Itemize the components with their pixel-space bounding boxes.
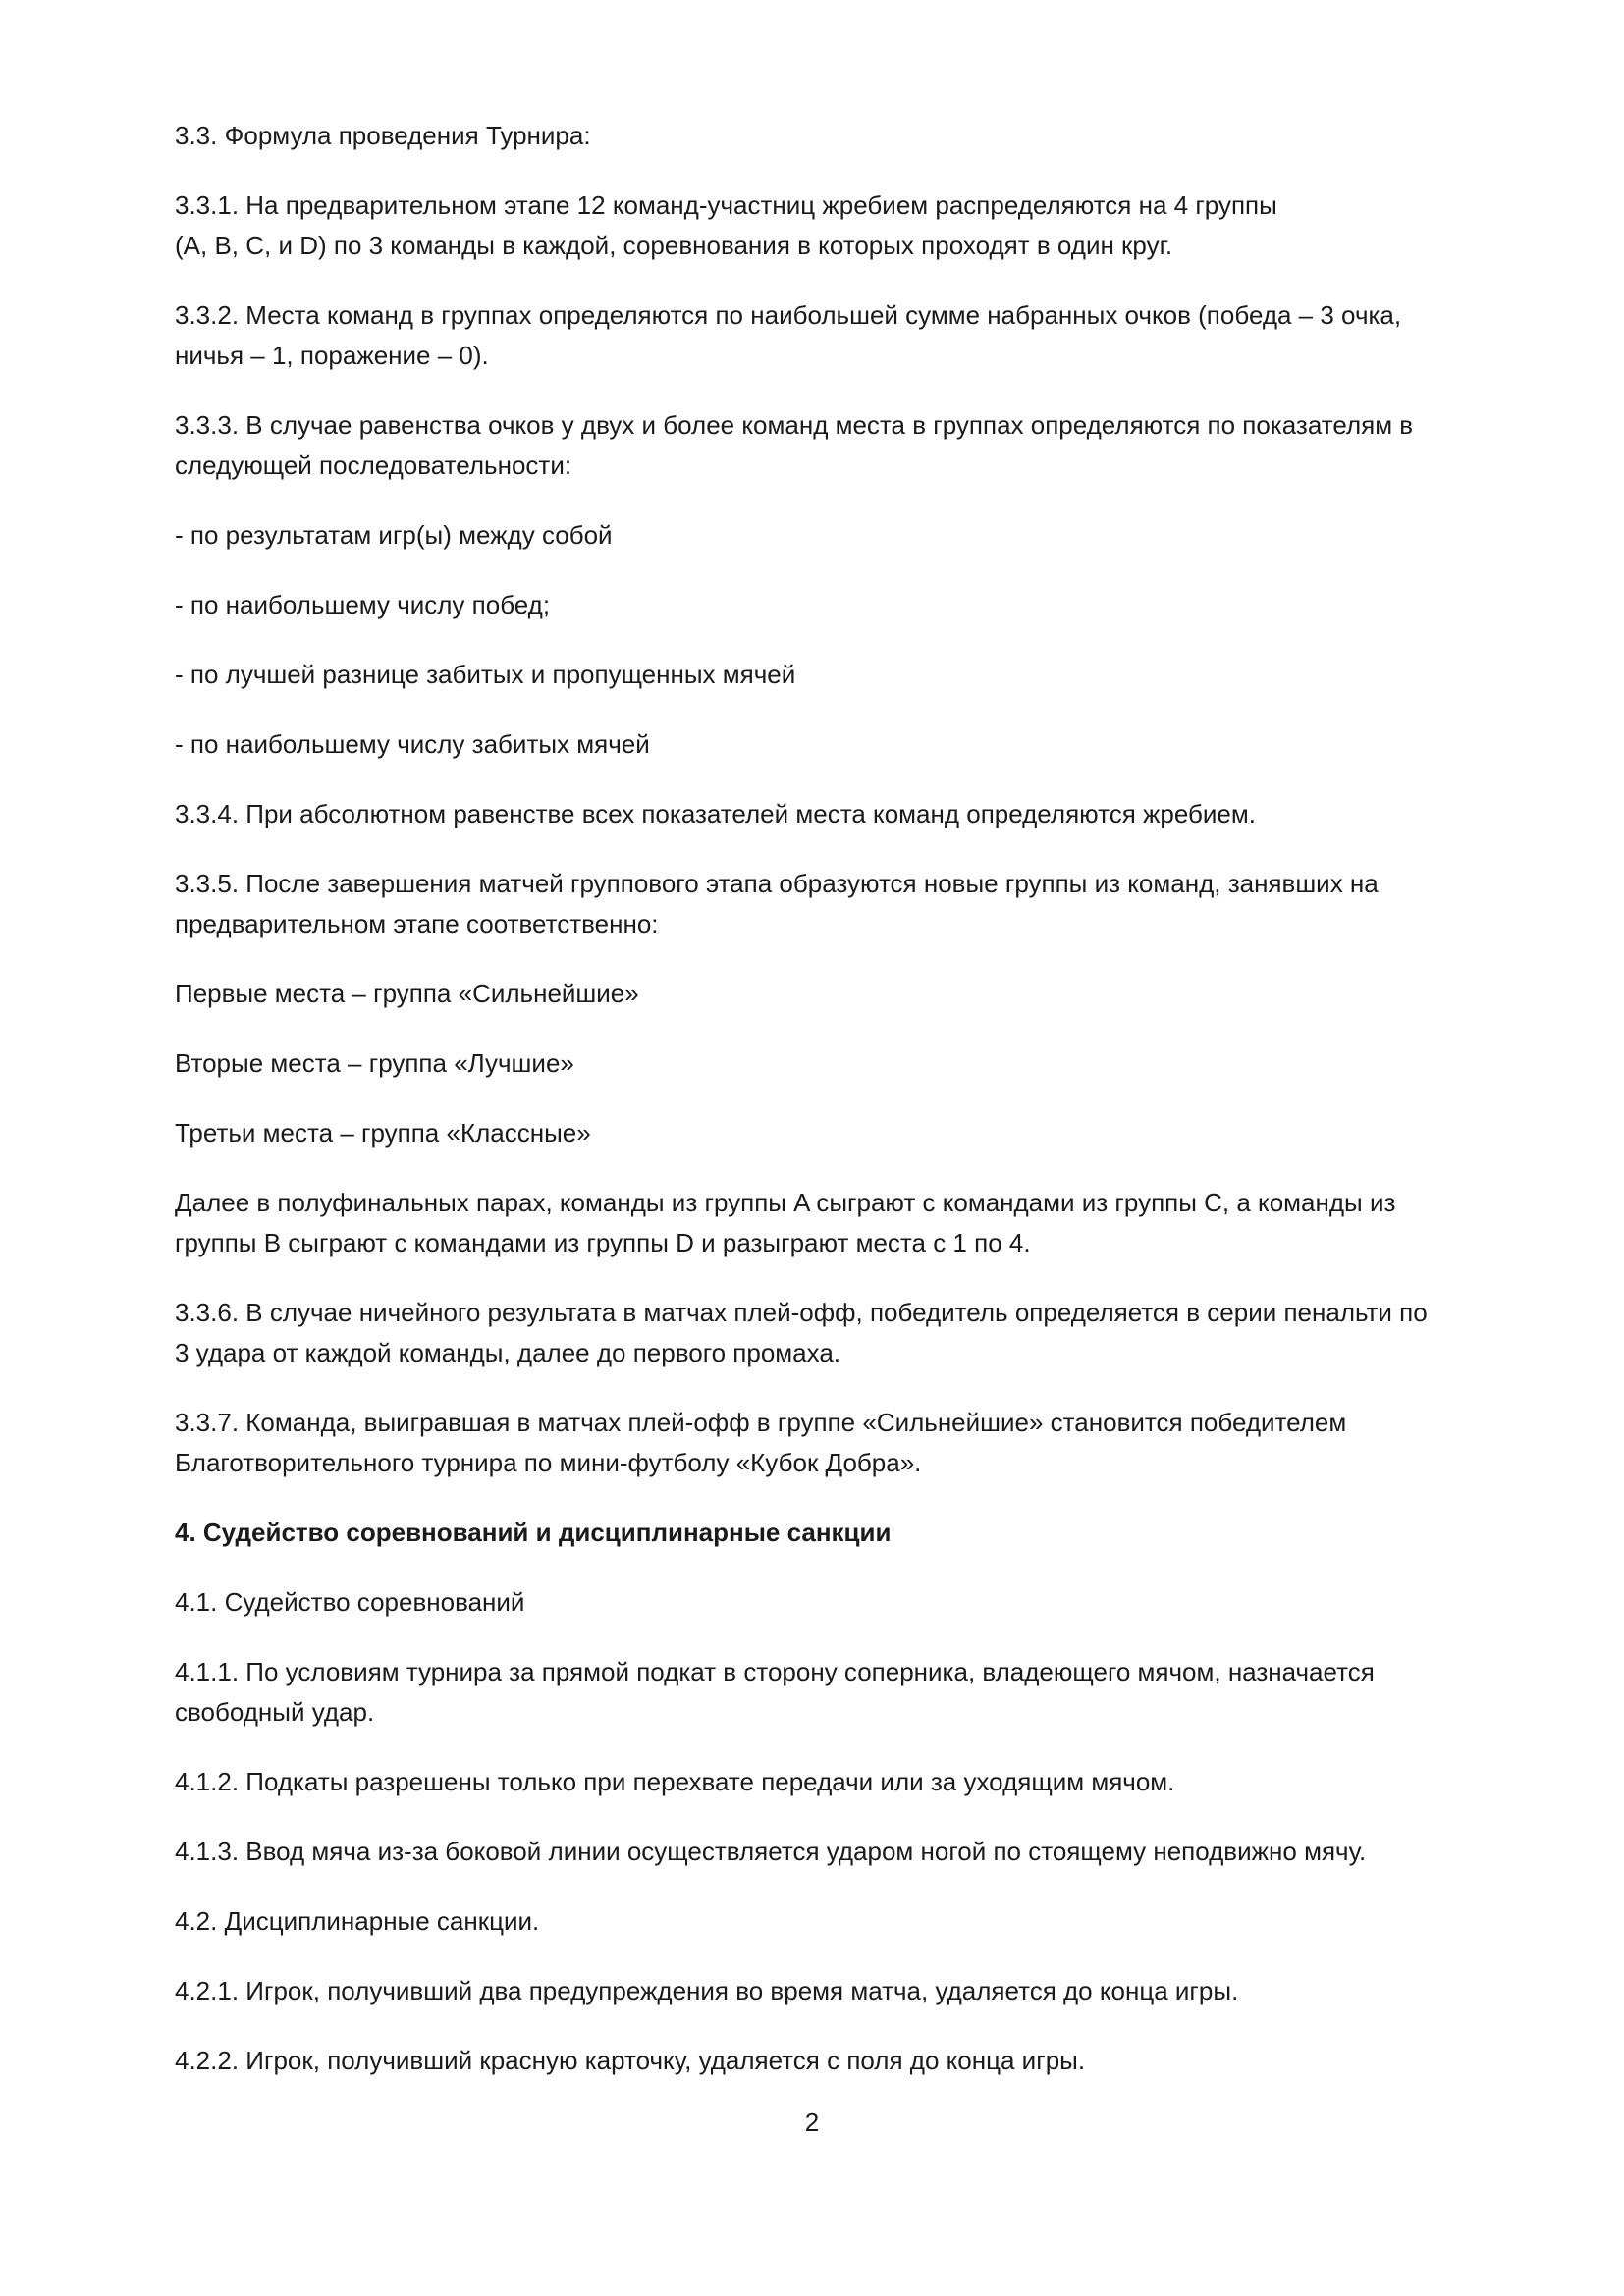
text-line: 3.3.5. После завершения матчей группового этапа образуются новые группы из команд, занявших на: [175, 869, 1379, 898]
paragraph: [175, 1901, 1530, 1942]
paragraph: [175, 974, 1530, 1014]
text-line: 4.2.1. Игрок, получивший два предупреждения во время матча, удаляется до конца игры.: [175, 1976, 1239, 2005]
text-line: 4.1. Судейство соревнований: [175, 1587, 525, 1617]
text-line: 3.3.7. Команда, выигравшая в матчах плей-офф в группе «Сильнейшие» становится победителем: [175, 1408, 1347, 1437]
text-line: предварительном этапе соответственно:: [175, 909, 659, 938]
text-line: ничья – 1, поражение – 0).: [175, 341, 489, 370]
text-line: 3.3. Формула проведения Турнира:: [175, 121, 591, 150]
text-line: - по результатам игр(ы) между собой: [175, 520, 613, 550]
page-number: 2: [804, 2108, 820, 2137]
paragraph: [175, 1043, 1530, 1084]
paragraph: [175, 295, 1530, 376]
paragraph: [175, 1652, 1530, 1733]
text-line: 4.1.1. По условиям турнира за прямой подкат в сторону соперника, владеющего мячом, назначается: [175, 1657, 1375, 1686]
text-line: Далее в полуфинальных парах, команды из группы A сыграют с командами из группы C, а команды из: [175, 1188, 1396, 1217]
text-line: Третьи места – группа «Классные»: [175, 1118, 591, 1148]
paragraph: [175, 1183, 1530, 1263]
paragraph: [175, 1582, 1530, 1623]
paragraph: [175, 864, 1530, 944]
paragraph: [175, 405, 1530, 486]
paragraph: [175, 1113, 1530, 1153]
text-line: 3.3.3. В случае равенства очков у двух и более команд места в группах определяются по показателям в: [175, 410, 1414, 440]
text-line: 4. Судейство соревнований и дисциплинарные санкции: [175, 1518, 892, 1547]
text-line: - по наибольшему числу забитых мячей: [175, 729, 650, 759]
paragraph: [175, 1762, 1530, 1802]
text-line: 3.3.4. При абсолютном равенстве всех показателей места команд определяются жребием.: [175, 799, 1256, 828]
paragraph: [175, 1403, 1530, 1483]
text-line: Вторые места – группа «Лучшие»: [175, 1048, 574, 1078]
text-line: 3 удара от каждой команды, далее до первого промаха.: [175, 1338, 841, 1367]
section-heading: [175, 1513, 1530, 1553]
paragraph: [175, 116, 1530, 156]
paragraph: [175, 724, 1530, 765]
text-line: группы B сыграют с командами из группы D и разыграют места с 1 по 4.: [175, 1228, 1031, 1257]
text-line: 4.2. Дисциплинарные санкции.: [175, 1906, 540, 1936]
text-line: Первые места – группа «Сильнейшие»: [175, 979, 639, 1008]
text-line: 4.2.2. Игрок, получивший красную карточку, удаляется с поля до конца игры.: [175, 2046, 1086, 2075]
paragraph: [175, 515, 1530, 556]
text-line: 4.1.2. Подкаты разрешены только при перехвате передачи или за уходящим мячом.: [175, 1767, 1175, 1796]
paragraph: [175, 794, 1530, 834]
paragraph: [175, 1832, 1530, 1872]
text-line: - по наибольшему числу побед;: [175, 590, 551, 619]
paragraph: [175, 2041, 1530, 2081]
text-line: 3.3.6. В случае ничейного результата в матчах плей-офф, победитель определяется в серии пенальти по: [175, 1298, 1428, 1327]
text-line: свободный удар.: [175, 1697, 375, 1727]
paragraph: [175, 585, 1530, 625]
text-line: Благотворительного турнира по мини-футболу «Кубок Добра».: [175, 1448, 922, 1477]
text-line: - по лучшей разнице забитых и пропущенных мячей: [175, 660, 796, 689]
text-line: 3.3.2. Места команд в группах определяются по наибольшей сумме набранных очков (победа – 3 очка,: [175, 300, 1402, 330]
text-line: следующей последовательности:: [175, 451, 572, 480]
text-line: 3.3.1. На предварительном этапе 12 команд-участниц жребием распределяются на 4 группы: [175, 190, 1277, 220]
document-body: [175, 116, 1530, 2110]
paragraph: [175, 1971, 1530, 2011]
text-line: (A, B, C, и D) по 3 команды в каждой, соревнования в которых проходят в один круг.: [175, 231, 1173, 260]
text-line: 4.1.3. Ввод мяча из-за боковой линии осуществляется ударом ногой по стоящему неподвижно мячу.: [175, 1837, 1367, 1866]
paragraph: [175, 186, 1530, 266]
paragraph: [175, 1293, 1530, 1373]
paragraph: [175, 655, 1530, 695]
